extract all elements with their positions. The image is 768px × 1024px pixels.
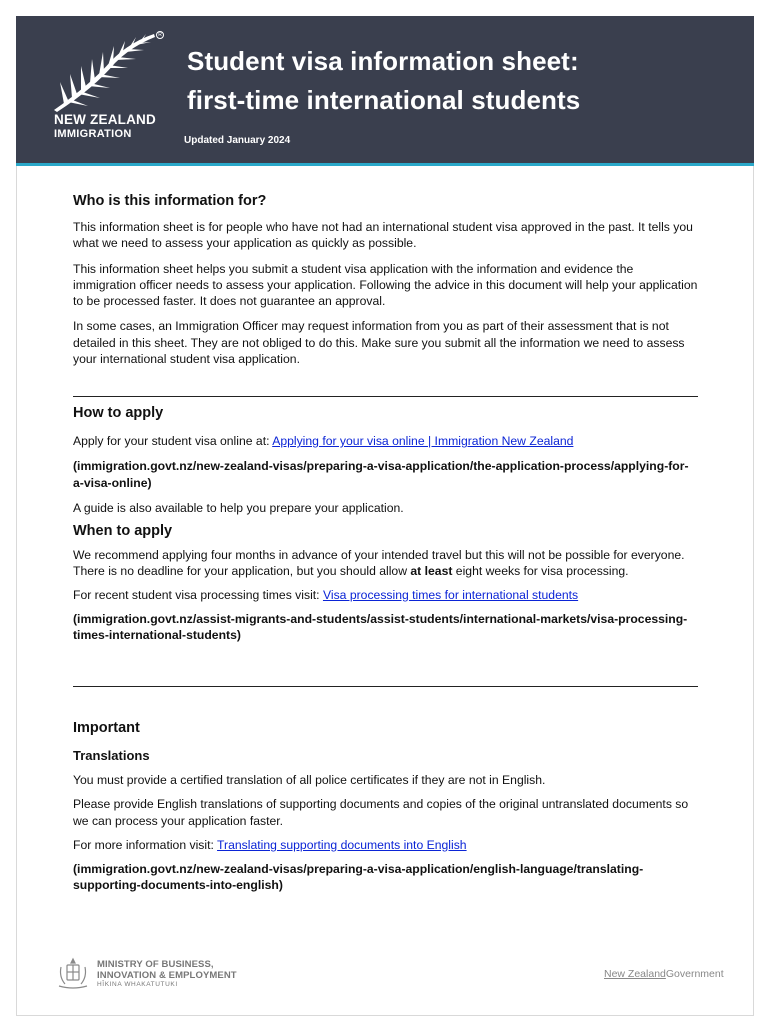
section-when: [73, 523, 698, 643]
section-divider: [73, 396, 698, 397]
section-who: [73, 193, 698, 367]
translating-documents-link[interactable]: Translating supporting documents into English: [217, 837, 467, 852]
section-important: [73, 720, 698, 894]
page-title-line2: first-time international students: [187, 85, 581, 115]
section-heading-who: Who is this information for?: [73, 193, 267, 209]
processing-times-paragraph: [73, 587, 698, 603]
when-text-b: eight weeks for visa processing.: [452, 564, 629, 579]
subheading-translations: Translations: [73, 748, 150, 763]
translation-intro: For more information visit:: [73, 837, 218, 852]
paragraph: This information sheet is for people who have not had an international student visa approved in the past. It tells you what we need to assess your application as quickly as possible.: [73, 220, 693, 251]
paragraph: Please provide English translations of supporting documents and copies of the original untranslated documents so we can process your application faster.: [73, 797, 689, 828]
section-heading-when: When to apply: [73, 523, 173, 539]
nzgov-text-a: New Zealand: [604, 968, 666, 980]
section-divider: [73, 686, 698, 687]
applying-online-link[interactable]: Applying for your visa online | Immigration New Zealand: [272, 434, 574, 448]
paragraph: A guide is also available to help you prepare your application.: [73, 500, 404, 515]
paragraph: This information sheet helps you submit a student visa application with the information and evidence the immigration officer needs to assess your application. Following the advice in this document will help your application to be processed faster. It does not guarantee an approval.: [73, 261, 698, 309]
paragraph: In some cases, an Immigration Officer may request information from you as part of their assessment that is not detailed in this sheet. They are not obliged to do this. Make sure you submit all the information we need to assess your international student visa application.: [73, 319, 685, 367]
paragraph: You must provide a certified translation of all police certificates if they are not in English.: [73, 773, 546, 787]
url-text: (immigration.govt.nz/new-zealand-visas/preparing-a-visa-application/english-language/translating-supporting-documents-into-english): [73, 862, 644, 893]
apply-online-intro: Apply for your student visa online at:: [73, 434, 273, 448]
mbie-text-line3: HĪKINA WHAKATUTUKI: [97, 981, 178, 988]
apply-online-paragraph: [73, 433, 698, 449]
translation-info-paragraph: [73, 837, 698, 853]
when-text-bold: at least: [410, 564, 453, 579]
header-accent-stripe: [16, 163, 754, 166]
nz-coat-of-arms-icon: [55, 957, 91, 991]
updated-date: Updated January 2024: [184, 135, 291, 146]
page-title-line1: Student visa information sheet:: [187, 46, 579, 76]
url-text: (immigration.govt.nz/assist-migrants-and-students/assist-students/international-markets/visa-processing-times-international-students): [73, 611, 688, 643]
mbie-text-line2: INNOVATION & EMPLOYMENT: [97, 970, 237, 981]
nz-government-logo: [604, 968, 724, 980]
when-text-a: We recommend applying four months in advance of your intended travel but this will not be possible for everyone. There is no deadline for your application, but you should allow: [73, 548, 685, 579]
paragraph: [73, 547, 698, 580]
logo-text-line1: NEW ZEALAND: [54, 112, 156, 127]
processing-intro: For recent student visa processing times visit:: [73, 587, 323, 602]
mbie-text-line1: MINISTRY OF BUSINESS,: [97, 959, 214, 970]
trademark-icon: R: [156, 31, 164, 39]
nzgov-text-b: Government: [665, 968, 724, 980]
section-heading-how: How to apply: [73, 405, 164, 421]
section-how: [73, 405, 698, 516]
logo-text-line2: IMMIGRATION: [54, 128, 132, 140]
url-text: (immigration.govt.nz/new-zealand-visas/preparing-a-visa-application/the-application-process/applying-for-a-visa-online): [73, 459, 689, 490]
section-heading-important: Important: [73, 720, 140, 736]
processing-times-link[interactable]: Visa processing times for international students: [322, 587, 579, 602]
